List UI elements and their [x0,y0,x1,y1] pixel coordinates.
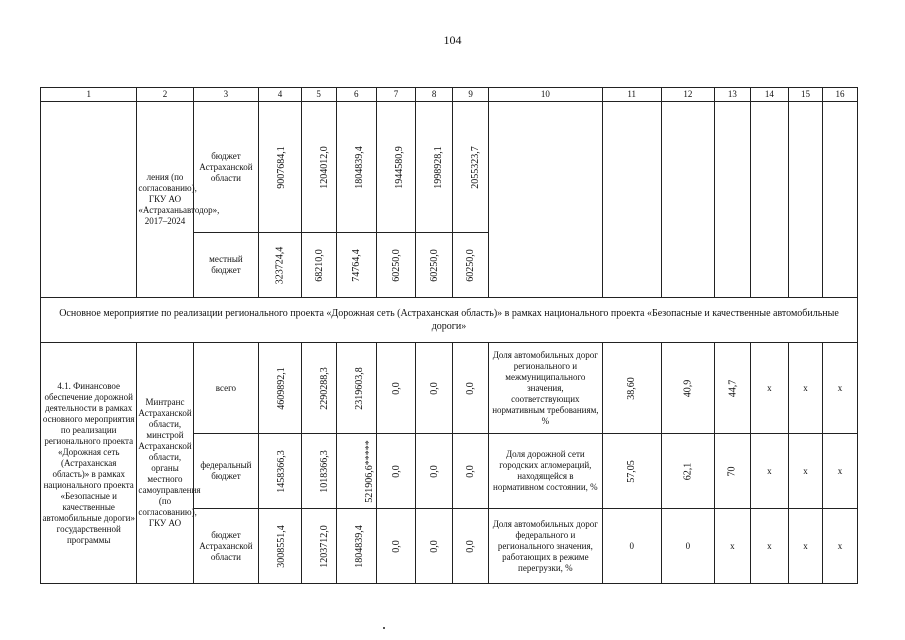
scan-speck [383,627,385,629]
header-cell: 1 [41,88,137,102]
header-cell: 13 [714,88,750,102]
target-cell: x [789,343,823,434]
executor-cell: ления (по согласованию), ГКУ АО «Астраханьавтодор», 2017–2024 [137,102,193,298]
value-cell: 2290288,3 [301,343,336,434]
value-cell: 1804839,4 [336,102,376,233]
value-cell: 0,0 [416,343,453,434]
target-cell: x [822,509,857,584]
header-cell: 14 [750,88,788,102]
target-cell: 70 [714,434,750,509]
indicator-cell: Доля автомобильных дорог федерального и регионального значения, работающих в режиме перегрузки, % [489,509,602,584]
value-cell: 1804839,4 [336,509,376,584]
target-cell: 57,05 [602,434,661,509]
target-cell: x [750,434,788,509]
target-cell: x [714,509,750,584]
target-cell: 62,1 [661,434,714,509]
source-cell: всего [193,343,259,434]
indicator-cell: Доля дорожной сети городских агломераций, находящейся в нормативном состоянии, % [489,434,602,509]
value-cell: 1998928,1 [416,102,453,233]
section-row [41,298,858,343]
value-cell: 0,0 [376,343,415,434]
target-cell: x [750,343,788,434]
header-cell: 2 [137,88,193,102]
table-row [41,343,858,434]
value-cell: 1944580,9 [376,102,415,233]
indicator-cell: Доля автомобильных дорог регионального и межмуниципального значения, соответствующих нормативным требованиям, % [489,343,602,434]
executor-cell: Минтранс Астраханской области, минстрой Астраханской области, органы местного самоуправления (по согласованию), ГКУ АО [137,343,193,584]
target-cell: 40,9 [661,343,714,434]
header-cell: 7 [376,88,415,102]
header-cell: 4 [259,88,301,102]
value-cell: 68210,0 [301,233,336,298]
empty-cell [714,102,750,298]
target-cell: 38,60 [602,343,661,434]
header-row [41,88,858,102]
value-cell: 0,0 [376,434,415,509]
empty-cell [661,102,714,298]
empty-cell [489,102,602,298]
empty-cell [41,102,137,298]
value-cell: 60250,0 [376,233,415,298]
value-cell: 3008551,4 [259,509,301,584]
header-cell: 15 [789,88,823,102]
header-cell: 10 [489,88,602,102]
value-cell: 4609892,1 [259,343,301,434]
table-row [41,102,858,233]
target-cell: x [789,509,823,584]
value-cell: 1458366,3 [259,434,301,509]
header-cell: 9 [453,88,489,102]
header-cell: 3 [193,88,259,102]
value-cell: 521906,6***** [336,434,376,509]
value-cell: 74764,4 [336,233,376,298]
value-cell: 0,0 [453,509,489,584]
target-cell: 0 [661,509,714,584]
value-cell: 2055323,7 [453,102,489,233]
value-cell: 0,0 [453,343,489,434]
target-cell: x [789,434,823,509]
value-cell: 0,0 [453,434,489,509]
header-cell: 6 [336,88,376,102]
value-cell: 0,0 [416,434,453,509]
header-cell: 11 [602,88,661,102]
value-cell: 2319603,8 [336,343,376,434]
header-cell: 8 [416,88,453,102]
source-cell: местный бюджет [193,233,259,298]
target-cell: 44,7 [714,343,750,434]
target-cell: x [750,509,788,584]
target-cell: 0 [602,509,661,584]
source-cell: бюджет Астраханской области [193,509,259,584]
value-cell: 1018366,3 [301,434,336,509]
source-cell: федеральный бюджет [193,434,259,509]
source-cell: бюджет Астраханской области [193,102,259,233]
empty-cell [789,102,823,298]
target-cell: x [822,434,857,509]
header-cell: 5 [301,88,336,102]
page-number: 104 [443,33,462,47]
program-table [40,87,858,584]
empty-cell [602,102,661,298]
target-cell: x [822,343,857,434]
value-cell: 1203712,0 [301,509,336,584]
value-cell: 60250,0 [453,233,489,298]
value-cell: 1204012,0 [301,102,336,233]
empty-cell [750,102,788,298]
measure-name-cell: 4.1. Финансовое обеспечение дорожной деятельности в рамках основного мероприятия по реализации регионального проекта «Дорожная сеть (Астраханская область)» в рамках национального проекта «Безопасные и качественные автомобильные дороги» государственной программы [41,343,137,584]
header-cell: 16 [822,88,857,102]
header-cell: 12 [661,88,714,102]
section-title: Основное мероприятие по реализации регионального проекта «Дорожная сеть (Астраханская область)» в рамках национального проекта «Безопасные и качественные автомобильные дороги» [41,298,858,343]
value-cell: 0,0 [416,509,453,584]
value-cell: 0,0 [376,509,415,584]
value-cell: 60250,0 [416,233,453,298]
empty-cell [822,102,857,298]
value-cell: 323724,4 [259,233,301,298]
value-cell: 9007684,1 [259,102,301,233]
